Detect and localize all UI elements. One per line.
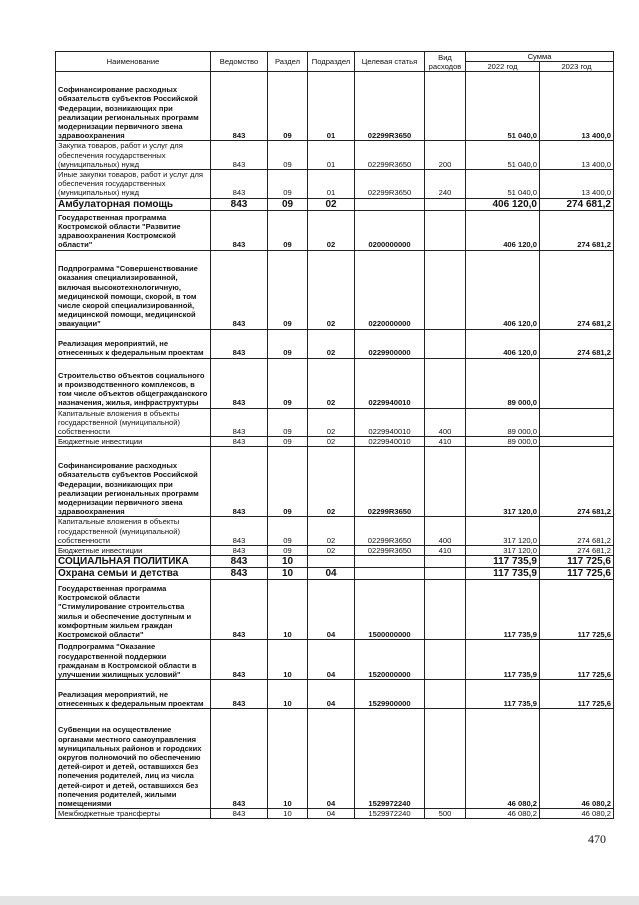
row-section: 09 <box>268 546 308 556</box>
header-section: Раздел <box>268 52 308 72</box>
row-target: 1529972240 <box>355 809 425 819</box>
row-target: 0229940010 <box>355 437 425 447</box>
row-target: 0220000000 <box>355 250 425 329</box>
row-value-2022: 46 080,2 <box>466 809 540 819</box>
row-section: 09 <box>268 329 308 358</box>
row-dept: 843 <box>211 210 268 250</box>
row-kind <box>425 358 466 408</box>
row-kind: 200 <box>425 141 466 170</box>
row-dept: 843 <box>211 640 268 680</box>
row-section: 09 <box>268 408 308 437</box>
row-value-2022: 317 120,0 <box>466 517 540 546</box>
table-row <box>56 568 614 580</box>
row-subsection: 01 <box>308 72 355 141</box>
row-value-2022: 117 735,9 <box>466 556 540 568</box>
row-kind <box>425 680 466 709</box>
row-name: Софинансирование расходных обязательств субъектов Российской Федерации, возникающих при реализации региональных программ модернизации первичного звена здравоохранения <box>56 72 211 141</box>
row-dept: 843 <box>211 580 268 640</box>
row-name: Реализация мероприятий, не отнесенных к федеральным проектам <box>56 680 211 709</box>
row-dept: 843 <box>211 568 268 580</box>
row-section: 09 <box>268 250 308 329</box>
row-target <box>355 198 425 210</box>
row-section: 09 <box>268 72 308 141</box>
row-dept: 843 <box>211 437 268 447</box>
row-kind <box>425 329 466 358</box>
row-subsection: 04 <box>308 809 355 819</box>
table-row <box>56 556 614 568</box>
row-name: Бюджетные инвестиции <box>56 546 211 556</box>
row-value-2022: 51 040,0 <box>466 170 540 199</box>
row-name: Капитальные вложения в объекты государственной (муниципальной) собственности <box>56 408 211 437</box>
header-subsection: Подраздел <box>308 52 355 72</box>
row-subsection <box>308 556 355 568</box>
row-subsection: 02 <box>308 546 355 556</box>
row-value-2022: 89 000,0 <box>466 437 540 447</box>
row-section: 10 <box>268 709 308 809</box>
row-subsection: 02 <box>308 408 355 437</box>
row-dept: 843 <box>211 447 268 517</box>
row-target: 1529972240 <box>355 709 425 809</box>
row-value-2023: 274 681,2 <box>540 517 614 546</box>
table-row <box>56 580 614 640</box>
row-value-2023: 274 681,2 <box>540 210 614 250</box>
row-target: 0229940010 <box>355 408 425 437</box>
row-dept: 843 <box>211 250 268 329</box>
table-row <box>56 170 614 199</box>
row-value-2022: 406 120,0 <box>466 329 540 358</box>
row-name: Подпрограмма "Совершенствование оказания специализированной, включая высокотехнологичную, медицинской помощи, скорой, в том числе скорой специализированной, медицинской помощи, медицинской эвакуации" <box>56 250 211 329</box>
row-name: Бюджетные инвестиции <box>56 437 211 447</box>
table-row <box>56 680 614 709</box>
row-section: 09 <box>268 517 308 546</box>
row-target: 02299R3650 <box>355 517 425 546</box>
row-value-2022: 117 735,9 <box>466 680 540 709</box>
table-row <box>56 141 614 170</box>
row-kind: 400 <box>425 408 466 437</box>
budget-table <box>55 51 614 819</box>
row-value-2023: 117 725,6 <box>540 556 614 568</box>
row-value-2022: 406 120,0 <box>466 198 540 210</box>
row-target: 02299R3650 <box>355 546 425 556</box>
row-target: 02299R3650 <box>355 141 425 170</box>
row-section: 10 <box>268 680 308 709</box>
row-section: 09 <box>268 358 308 408</box>
row-name: Закупка товаров, работ и услуг для обеспечения государственных (муниципальных) нужд <box>56 141 211 170</box>
row-subsection: 02 <box>308 250 355 329</box>
row-kind <box>425 447 466 517</box>
row-dept: 843 <box>211 546 268 556</box>
header-sum: Сумма <box>466 52 614 62</box>
row-name: Охрана семьи и детства <box>56 568 211 580</box>
row-subsection: 04 <box>308 640 355 680</box>
table-body <box>56 72 614 819</box>
table-row <box>56 408 614 437</box>
row-name: Иные закупки товаров, работ и услуг для обеспечения государственных (муниципальных) нужд <box>56 170 211 199</box>
row-target: 02299R3650 <box>355 447 425 517</box>
row-target: 0229900000 <box>355 329 425 358</box>
row-name: Амбулаторная помощь <box>56 198 211 210</box>
row-kind: 410 <box>425 437 466 447</box>
row-value-2023 <box>540 358 614 408</box>
table-row <box>56 72 614 141</box>
row-value-2023 <box>540 437 614 447</box>
row-value-2023: 46 080,2 <box>540 709 614 809</box>
row-section: 10 <box>268 556 308 568</box>
row-value-2023: 274 681,2 <box>540 447 614 517</box>
row-name: Государственная программа Костромской области "Развитие здравоохранения Костромской области" <box>56 210 211 250</box>
row-target <box>355 568 425 580</box>
row-dept: 843 <box>211 198 268 210</box>
row-dept: 843 <box>211 680 268 709</box>
row-name: Субвенции на осуществление органами местного самоуправления муниципальных районов и городских округов полномочий по обеспечению детей-сирот и детей, оставшихся без попечения родителей, лиц из числа детей-сирот и детей, оставшихся без попечения родителей, жилыми помещениями <box>56 709 211 809</box>
row-name: СОЦИАЛЬНАЯ ПОЛИТИКА <box>56 556 211 568</box>
row-kind: 500 <box>425 809 466 819</box>
table-row <box>56 198 614 210</box>
table-row <box>56 250 614 329</box>
row-dept: 843 <box>211 141 268 170</box>
row-name: Строительство объектов социального и производственного комплексов, в том числе объектов общегражданского назначения, жилья, инфраструктуры <box>56 358 211 408</box>
table-row <box>56 809 614 819</box>
table-row <box>56 437 614 447</box>
row-name: Межбюджетные трансферты <box>56 809 211 819</box>
row-subsection: 04 <box>308 580 355 640</box>
table-row <box>56 358 614 408</box>
row-value-2023: 117 725,6 <box>540 640 614 680</box>
table-row <box>56 546 614 556</box>
page-number: 470 <box>588 832 606 846</box>
header-name: Наименование <box>56 52 211 72</box>
row-name: Реализация мероприятий, не отнесенных к федеральным проектам <box>56 329 211 358</box>
row-subsection: 02 <box>308 437 355 447</box>
row-value-2022: 51 040,0 <box>466 141 540 170</box>
row-target: 0200000000 <box>355 210 425 250</box>
row-subsection: 02 <box>308 358 355 408</box>
row-kind: 240 <box>425 170 466 199</box>
row-name: Государственная программа Костромской области "Стимулирование строительства жилья и обеспечение доступным и комфортным жильем граждан Костромской области" <box>56 580 211 640</box>
table-row <box>56 210 614 250</box>
row-dept: 843 <box>211 809 268 819</box>
row-value-2023: 117 725,6 <box>540 568 614 580</box>
row-section: 10 <box>268 809 308 819</box>
row-kind <box>425 198 466 210</box>
row-value-2022: 89 000,0 <box>466 358 540 408</box>
row-value-2023: 274 681,2 <box>540 546 614 556</box>
header-2023: 2023 год <box>540 62 614 72</box>
row-value-2022: 117 735,9 <box>466 568 540 580</box>
row-dept: 843 <box>211 408 268 437</box>
row-subsection: 01 <box>308 141 355 170</box>
row-name: Подпрограмма "Оказание государственной поддержки гражданам в Костромской области в улучшении жилищных условий" <box>56 640 211 680</box>
table-row <box>56 640 614 680</box>
row-value-2022: 51 040,0 <box>466 72 540 141</box>
row-subsection: 02 <box>308 517 355 546</box>
row-value-2023: 13 400,0 <box>540 141 614 170</box>
row-subsection: 04 <box>308 709 355 809</box>
row-section: 09 <box>268 170 308 199</box>
row-target: 1500000000 <box>355 580 425 640</box>
row-section: 10 <box>268 580 308 640</box>
row-section: 09 <box>268 141 308 170</box>
row-section: 09 <box>268 198 308 210</box>
row-section: 10 <box>268 568 308 580</box>
header-kind: Вид расходов <box>425 52 466 72</box>
row-dept: 843 <box>211 329 268 358</box>
row-target: 02299R3650 <box>355 72 425 141</box>
row-value-2022: 117 735,9 <box>466 580 540 640</box>
row-section: 09 <box>268 447 308 517</box>
row-value-2022: 406 120,0 <box>466 250 540 329</box>
row-target: 1529900000 <box>355 680 425 709</box>
row-kind: 410 <box>425 546 466 556</box>
row-subsection: 04 <box>308 680 355 709</box>
header-dept: Ведомство <box>211 52 268 72</box>
row-section: 09 <box>268 437 308 447</box>
row-value-2022: 406 120,0 <box>466 210 540 250</box>
row-kind <box>425 72 466 141</box>
table-row <box>56 447 614 517</box>
row-value-2022: 317 120,0 <box>466 447 540 517</box>
row-target: 0229940010 <box>355 358 425 408</box>
row-kind <box>425 568 466 580</box>
row-subsection: 02 <box>308 447 355 517</box>
row-value-2023 <box>540 408 614 437</box>
row-name: Софинансирование расходных обязательств субъектов Российской Федерации, возникающих при реализации региональных программ модернизации первичного звена здравоохранения <box>56 447 211 517</box>
row-kind <box>425 210 466 250</box>
scan-edge <box>0 896 639 905</box>
row-section: 10 <box>268 640 308 680</box>
row-kind <box>425 709 466 809</box>
row-subsection: 04 <box>308 568 355 580</box>
row-kind <box>425 556 466 568</box>
row-dept: 843 <box>211 358 268 408</box>
row-value-2022: 317 120,0 <box>466 546 540 556</box>
row-value-2023: 117 725,6 <box>540 680 614 709</box>
row-value-2023: 274 681,2 <box>540 329 614 358</box>
header-2022: 2022 год <box>466 62 540 72</box>
row-subsection: 02 <box>308 329 355 358</box>
table-row <box>56 709 614 809</box>
row-kind <box>425 580 466 640</box>
table-row <box>56 517 614 546</box>
row-dept: 843 <box>211 72 268 141</box>
row-target: 1520000000 <box>355 640 425 680</box>
header-target: Целевая статья <box>355 52 425 72</box>
row-kind: 400 <box>425 517 466 546</box>
row-value-2023: 46 080,2 <box>540 809 614 819</box>
row-target <box>355 556 425 568</box>
budget-table-sheet <box>55 51 613 819</box>
row-target: 02299R3650 <box>355 170 425 199</box>
row-value-2023: 117 725,6 <box>540 580 614 640</box>
row-value-2023: 274 681,2 <box>540 250 614 329</box>
row-value-2022: 117 735,9 <box>466 640 540 680</box>
row-subsection: 02 <box>308 210 355 250</box>
row-value-2023: 13 400,0 <box>540 170 614 199</box>
table-row <box>56 329 614 358</box>
row-dept: 843 <box>211 517 268 546</box>
row-value-2022: 46 080,2 <box>466 709 540 809</box>
row-value-2023: 13 400,0 <box>540 72 614 141</box>
row-value-2022: 89 000,0 <box>466 408 540 437</box>
row-dept: 843 <box>211 709 268 809</box>
row-name: Капитальные вложения в объекты государственной (муниципальной) собственности <box>56 517 211 546</box>
row-kind <box>425 250 466 329</box>
row-dept: 843 <box>211 556 268 568</box>
row-kind <box>425 640 466 680</box>
row-section: 09 <box>268 210 308 250</box>
row-subsection: 02 <box>308 198 355 210</box>
row-dept: 843 <box>211 170 268 199</box>
row-value-2023: 274 681,2 <box>540 198 614 210</box>
row-subsection: 01 <box>308 170 355 199</box>
